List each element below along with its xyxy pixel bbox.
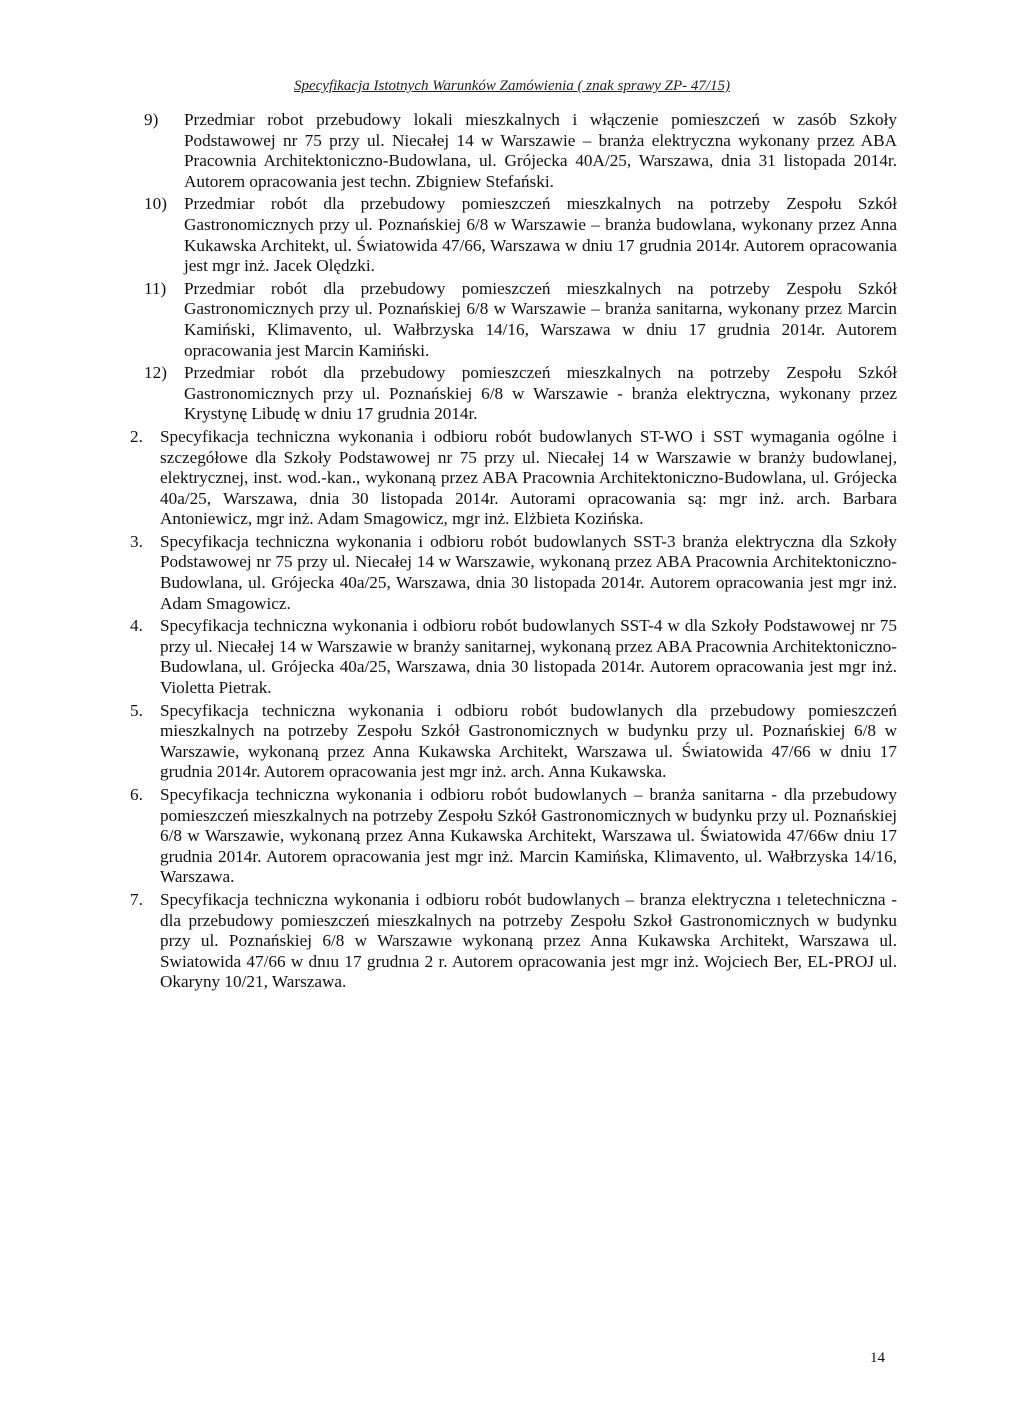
item-text: Specyfikacja techniczna wykonania i odbioru robót budowlanych SST-3 branża elektryczna dla Szkoły Podstawowej nr 75 przy ul. Niecałej 14 w Warszawie, wykonaną przez ABA Pracownia Architektoniczno-Budowlana, ul. Grójecka 40a/25, Warszawa, dnia 30 listopada 2014r. Autorem opracowania jest mgr inż. Adam Smagowicz.	[160, 531, 897, 613]
item-number: 11)	[144, 278, 167, 298]
item-number: 9)	[144, 110, 159, 129]
item-text: Przedmiar robot przebudowy lokali mieszkalnych i włączenie pomieszczeń w zasób Szkoły Podstawowej nr 75 przy ul. Niecałej 14 w Warszawie – branża elektryczna wykonany przez ABA Pracownia Architektoniczno-Budowlana, ul. Grójecka 40A/25, Warszawa, dnia 31 listopada 2014r. Autorem opracowania jest techn. Zbigniew Stefański.	[184, 110, 897, 191]
list-item	[130, 701, 897, 783]
item-text: Przedmiar robót dla przebudowy pomieszczeń mieszkalnych na potrzeby Zespołu Szkół Gastronomicznych przy ul. Poznańskiej 6/8 w Warszawie - branża elektryczna, wykonany przez Krystynę Libudę w dniu 17 grudnia 2014r.	[184, 363, 897, 424]
item-text: Przedmiar robót dla przebudowy pomieszczeń mieszkalnych na potrzeby Zespołu Szkół Gastronomicznych przy ul. Poznańskiej 6/8 w Warszawie – branża sanitarna, wykonany przez Marcin Kamiński, Klimavento, ul. Wałbrzyska 14/16, Warszawa w dniu 17 grudnia 2014r. Autorem opracowania jest Marcin Kamiński.	[184, 278, 897, 360]
list-item	[144, 110, 897, 192]
list-item	[144, 363, 897, 425]
list-item	[144, 194, 897, 276]
item-number: 2.	[130, 426, 143, 446]
list-item	[130, 427, 897, 530]
item-number: 5.	[130, 700, 143, 720]
item-number: 3.	[130, 531, 143, 551]
item-number: 4.	[130, 616, 143, 636]
item-text: Specyfikacja techniczna wykonania i odbioru robót budowlanych – branza elektryczna ı teletechniczna - dla przebudowy pomieszczeń mieszkalnych na potrzeby Zespołu Szkoł Gastronomicznych w budynku przy ul. Poznańskiej 6/8 w Warszawıe wykonaną przez Anna Kukawska Architekt, Warszawa ul. Swiatowida 47/66 w dnıu 17 grudnıa 2 r. Autorem opracowania jest mgr inż. Wojciech Ber, EL-PROJ ul. Okaryny 10/21, Warszawa.	[160, 889, 897, 992]
document-header: Specyfikacja Istotnych Warunków Zamówienia ( znak sprawy ZP- 47/15)	[293, 78, 731, 94]
item-number: 12)	[144, 363, 167, 383]
item-number: 6.	[130, 785, 143, 804]
item-number: 7.	[130, 889, 143, 909]
item-text: Przedmiar robót dla przebudowy pomieszczeń mieszkalnych na potrzeby Zespołu Szkół Gastronomicznych przy ul. Poznańskiej 6/8 w Warszawie – branża budowlana, wykonany przez Anna Kukawska Architekt, ul. Światowida 47/66, Warszawa w dniu 17 grudnia 2014r. Autorem opracowania jest mgr inż. Jacek Olędzki.	[184, 194, 897, 276]
list-item	[130, 532, 897, 614]
list-item	[130, 785, 897, 888]
list-item	[130, 616, 897, 698]
item-text: Specyfikacja techniczna wykonania i odbioru robót budowlanych dla przebudowy pomieszczeń mieszkalnych na potrzeby Zespołu Szkół Gastronomicznych w budynku przy ul. Poznańskiej 6/8 w Warszawie, wykonaną przez Anna Kukawska Architekt, Warszawa ul. Światowida 47/66 w dniu 17 grudnia 2014r. Autorem opracowania jest mgr inż. arch. Anna Kukawska.	[160, 700, 897, 782]
page-number: 14	[870, 1350, 885, 1366]
list-item	[130, 890, 897, 993]
item-text: Specyfikacja techniczna wykonania i odbioru robót budowlanych SST-4 w dla Szkoły Podstawowej nr 75 przy ul. Niecałej 14 w Warszawie w branży sanitarnej, wykonaną przez ABA Pracownia Architektoniczno-Budowlana, ul. Grójecka 40a/25, Warszawa, dnia 30 listopada 2014r. Autorem opracowania jest mgr inż. Violetta Pietrak.	[160, 616, 897, 698]
item-text: Specyfikacja techniczna wykonania i odbioru robót budowlanych ST-WO i SST wymagania ogólne i szczegółowe dla Szkoły Podstawowej nr 75 przy ul. Niecałej 14 w Warszawie w branży budowlanej, elektrycznej, inst. wod.-kan., wykonaną przez ABA Pracownia Architektoniczno-Budowlana, ul. Grójecka 40a/25, Warszawa, dnia 30 listopada 2014r. Autorami opracowania są: mgr inż. arch. Barbara Antoniewicz, mgr inż. Adam Smagowicz, mgr inż. Elżbieta Kozińska.	[160, 426, 897, 529]
item-text: Specyfikacja techniczna wykonania i odbioru robót budowlanych – branża sanitarna - dla przebudowy pomieszczeń mieszkalnych na potrzeby Zespołu Szkół Gastronomicznych w budynku przy ul. Poznańskiej 6/8 w Warszawie, wykonaną przez Anna Kukawska Architekt, Warszawa ul. Światowida 47/66w dniu 17 grudnia 2014r. Autorem opracowania jest mgr inż. Marcin Kamińska, Klimavento, ul. Wałbrzyska 14/16, Warszawa.	[160, 785, 897, 887]
item-number: 10)	[144, 194, 167, 214]
list-item	[144, 279, 897, 361]
document-body	[130, 110, 897, 995]
